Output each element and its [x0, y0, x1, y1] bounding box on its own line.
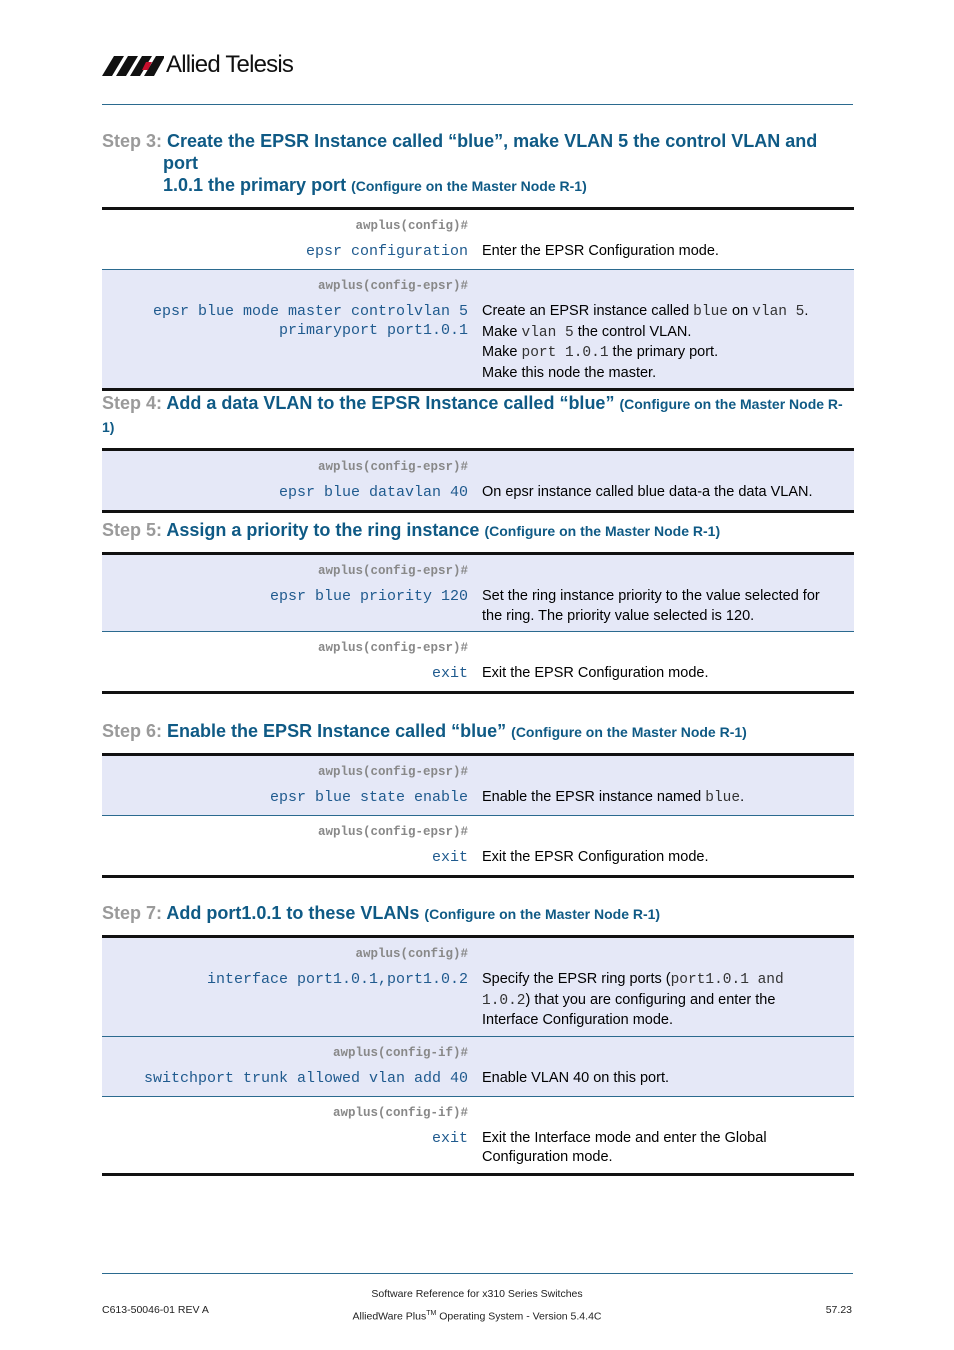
table-row [102, 209, 854, 270]
cli-command: exit [431, 1129, 468, 1147]
description: Enable VLAN 40 on this port. [482, 1069, 670, 1086]
step-5 [102, 519, 854, 694]
description: On epsr instance called blue data-a the data VLAN. [482, 484, 813, 500]
cli-command: epsr configuration [305, 243, 468, 260]
command-table [102, 935, 854, 1176]
description-cell [482, 554, 854, 632]
step-title: Add port1.0.1 to these VLANs [166, 903, 420, 923]
footer-doc-title: Software Reference for x310 Series Switches [371, 1288, 583, 1300]
description: Enter the EPSR Configuration mode. [482, 243, 719, 259]
step-heading [102, 392, 854, 438]
cli-command: exit [431, 849, 468, 866]
footer-doc-id: C613-50046-01 REV A [102, 1304, 209, 1316]
cli-prompt: awplus(config)# [355, 947, 468, 961]
description-cell [482, 209, 854, 270]
step-heading [102, 130, 854, 197]
description-line: Configuration mode. [482, 1149, 613, 1165]
step-3 [102, 130, 854, 391]
step-heading [102, 902, 854, 925]
cli-prompt: awplus(config-epsr)# [317, 641, 468, 655]
cli-prompt: awplus(config-epsr)# [317, 765, 468, 779]
description-line: 1.0.2) that you are configuring and enter the [482, 991, 776, 1009]
table-row [102, 755, 854, 816]
table-row [102, 937, 854, 1037]
command-table [102, 448, 854, 513]
step-number: Step 7: [102, 903, 163, 923]
step-note: (Configure on the Master Node R-1) [424, 906, 661, 922]
step-heading [102, 519, 854, 542]
cli-command: interface port1.0.1,port1.0.2 [206, 971, 468, 988]
command-cell [102, 632, 482, 693]
table-row [102, 450, 854, 512]
command-table [102, 552, 854, 694]
command-cell [102, 209, 482, 270]
description-line: Specify the EPSR ring ports (port1.0.1 and [482, 971, 784, 988]
command-cell [102, 554, 482, 632]
cli-prompt: awplus(config-epsr)# [317, 825, 468, 839]
description: Enable the EPSR instance named blue. [482, 789, 745, 806]
description-cell [482, 270, 854, 390]
step-title: Enable the EPSR Instance called “blue” [167, 721, 507, 741]
table-row [102, 554, 854, 632]
table-row [102, 1096, 854, 1174]
cli-prompt: awplus(config-if)# [332, 1045, 468, 1060]
step-note: (Configure on the Master Node R-1) [511, 724, 747, 740]
step-title: Add a data VLAN to the EPSR Instance called “blue” [166, 393, 615, 413]
step-number: Step 6: [102, 721, 163, 741]
step-number: Step 4: [102, 393, 163, 413]
step-number: Step 3: [102, 131, 163, 151]
cli-command: epsr blue mode master controlvlan 5 primaryport port1.0.1 [152, 303, 468, 339]
command-cell [102, 816, 482, 877]
table-row [102, 1036, 854, 1096]
description-line: Create an EPSR instance called blue on vlan 5. [482, 303, 809, 320]
description: Exit the EPSR Configuration mode. [482, 665, 709, 681]
command-cell [102, 937, 482, 1037]
command-cell [102, 755, 482, 816]
description-cell [482, 450, 854, 512]
description-line: Exit the Interface mode and enter the Global [482, 1129, 767, 1146]
cli-prompt: awplus(config-epsr)# [317, 460, 468, 474]
description-line: the ring. The priority value selected is 120. [482, 607, 755, 624]
description-line: Make this node the master. [482, 364, 657, 381]
description-cell [482, 1036, 854, 1096]
description-cell [482, 755, 854, 816]
cli-command: epsr blue state enable [269, 789, 468, 806]
step-number: Step 5: [102, 520, 163, 540]
table-row [102, 270, 854, 390]
brand-name: Allied Telesis [166, 51, 294, 78]
step-6 [102, 720, 854, 878]
step-note: (Configure on the Master Node R-1) [484, 523, 721, 539]
allied-telesis-logo-icon [102, 52, 164, 78]
command-cell [102, 450, 482, 512]
command-table [102, 207, 854, 391]
description-cell [482, 816, 854, 877]
command-table [102, 753, 854, 878]
cli-prompt: awplus(config-if)# [332, 1105, 468, 1120]
cli-prompt: awplus(config-epsr)# [317, 564, 468, 578]
header-rule [102, 104, 853, 105]
footer-os-version: AlliedWare Plus™ Operating System - Version 5.4.4C [352, 1310, 602, 1323]
step-title: Create the EPSR Instance called “blue”, make VLAN 5 the control VLAN and port [163, 131, 818, 173]
step-note: (Configure on the Master Node R-1) [351, 178, 587, 194]
table-row [102, 816, 854, 877]
cli-command: exit [431, 665, 468, 682]
step-7 [102, 902, 854, 1176]
cli-command: switchport trunk allowed vlan add 40 [143, 1069, 468, 1087]
step-4 [102, 392, 854, 513]
command-cell [102, 1096, 482, 1174]
footer-page-number: 57.23 [825, 1304, 852, 1316]
cli-prompt: awplus(config)# [355, 219, 468, 233]
description-line: Make port 1.0.1 the primary port. [482, 344, 719, 361]
description-line: Make vlan 5 the control VLAN. [482, 323, 692, 341]
command-cell [102, 270, 482, 390]
footer-rule [102, 1273, 853, 1274]
step-note: (Configure on the Master Node R-1) [102, 396, 843, 435]
cli-prompt: awplus(config-epsr)# [317, 279, 468, 293]
step-heading [102, 720, 854, 743]
command-cell [102, 1036, 482, 1096]
description-cell [482, 1096, 854, 1174]
description: Exit the EPSR Configuration mode. [482, 849, 709, 865]
cli-command: epsr blue datavlan 40 [278, 484, 468, 501]
description-cell [482, 937, 854, 1037]
description-line: Interface Configuration mode. [482, 1012, 674, 1028]
step-title: Assign a priority to the ring instance [166, 520, 480, 540]
description-cell [482, 632, 854, 693]
table-row [102, 632, 854, 693]
allied-telesis-logo [102, 50, 293, 80]
step-title-cont: 1.0.1 the primary port [163, 175, 347, 195]
description-line: Set the ring instance priority to the value selected for [482, 588, 820, 604]
cli-command: epsr blue priority 120 [269, 588, 468, 605]
